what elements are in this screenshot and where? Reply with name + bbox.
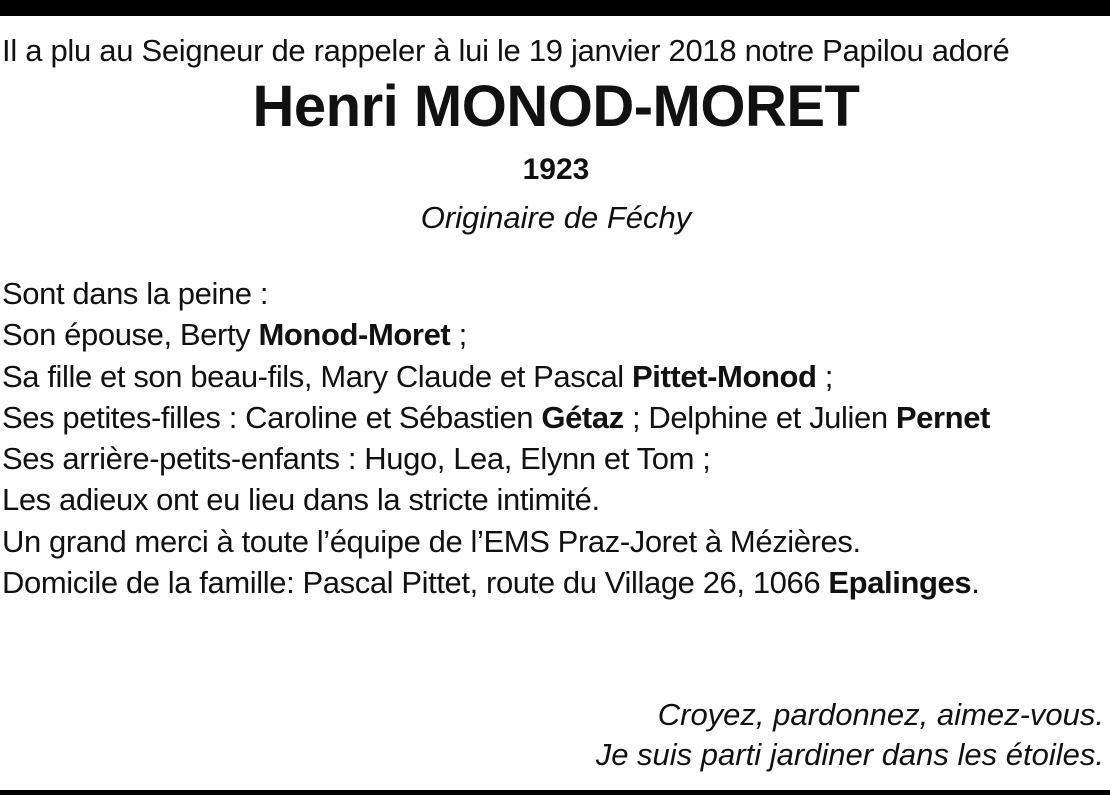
great-grandchildren-line: Ses arrière-petits-enfants : Hugo, Lea, Elynn et Tom ; xyxy=(2,441,711,477)
thanks-line: Un grand merci à toute l’équipe de l’EMS Praz-Joret à Mézières. xyxy=(2,523,861,559)
quote-line-1: Croyez, pardonnez, aimez-vous. xyxy=(657,697,1104,732)
daughter-line xyxy=(2,356,1110,397)
intro-text: Il a plu au Seigneur de rappeler à lui le 19 janvier 2018 notre Papilou adoré xyxy=(2,33,1010,68)
origin-text: Originaire de Féchy xyxy=(420,200,692,235)
top-border xyxy=(0,0,1110,16)
deceased-name: Henri MONOD-MORET xyxy=(252,74,860,139)
birth-year: 1923 xyxy=(522,153,590,186)
bottom-border xyxy=(0,790,1110,795)
domicile-text: Domicile de la famille: Pascal Pittet, route du Village 26, 1066 xyxy=(2,565,829,601)
domicile-city: Epalinges xyxy=(828,565,972,601)
spouse-suffix: ; xyxy=(450,317,467,353)
granddaughter-surname-1: Gétaz xyxy=(541,399,624,435)
domicile-suffix: . xyxy=(971,565,980,601)
daughter-suffix: ; xyxy=(816,358,834,394)
daughter-surname: Pittet-Monod xyxy=(632,358,817,394)
granddaughters-line xyxy=(2,397,1110,438)
daughter-text: Sa fille et son beau-fils, Mary Claude et Pascal xyxy=(2,358,632,394)
family-list xyxy=(2,273,1110,603)
spouse-surname: Monod-Moret xyxy=(258,317,451,353)
spouse-line xyxy=(2,314,1110,355)
quote-line-2: Je suis parti jardiner dans les étoiles. xyxy=(595,737,1104,772)
granddaughter-surname-2: Pernet xyxy=(895,399,990,435)
granddaughters-text: Ses petites-filles : Caroline et Sébastien xyxy=(2,399,542,435)
granddaughters-middle: ; Delphine et Julien xyxy=(623,399,896,435)
spouse-text: Son épouse, Berty xyxy=(2,317,259,353)
closing-quote xyxy=(596,695,1104,775)
obituary-notice xyxy=(2,34,1110,603)
farewell-line: Les adieux ont eu lieu dans la stricte intimité. xyxy=(2,482,600,518)
domicile-line xyxy=(2,562,1110,603)
mourning-heading: Sont dans la peine : xyxy=(2,276,269,311)
